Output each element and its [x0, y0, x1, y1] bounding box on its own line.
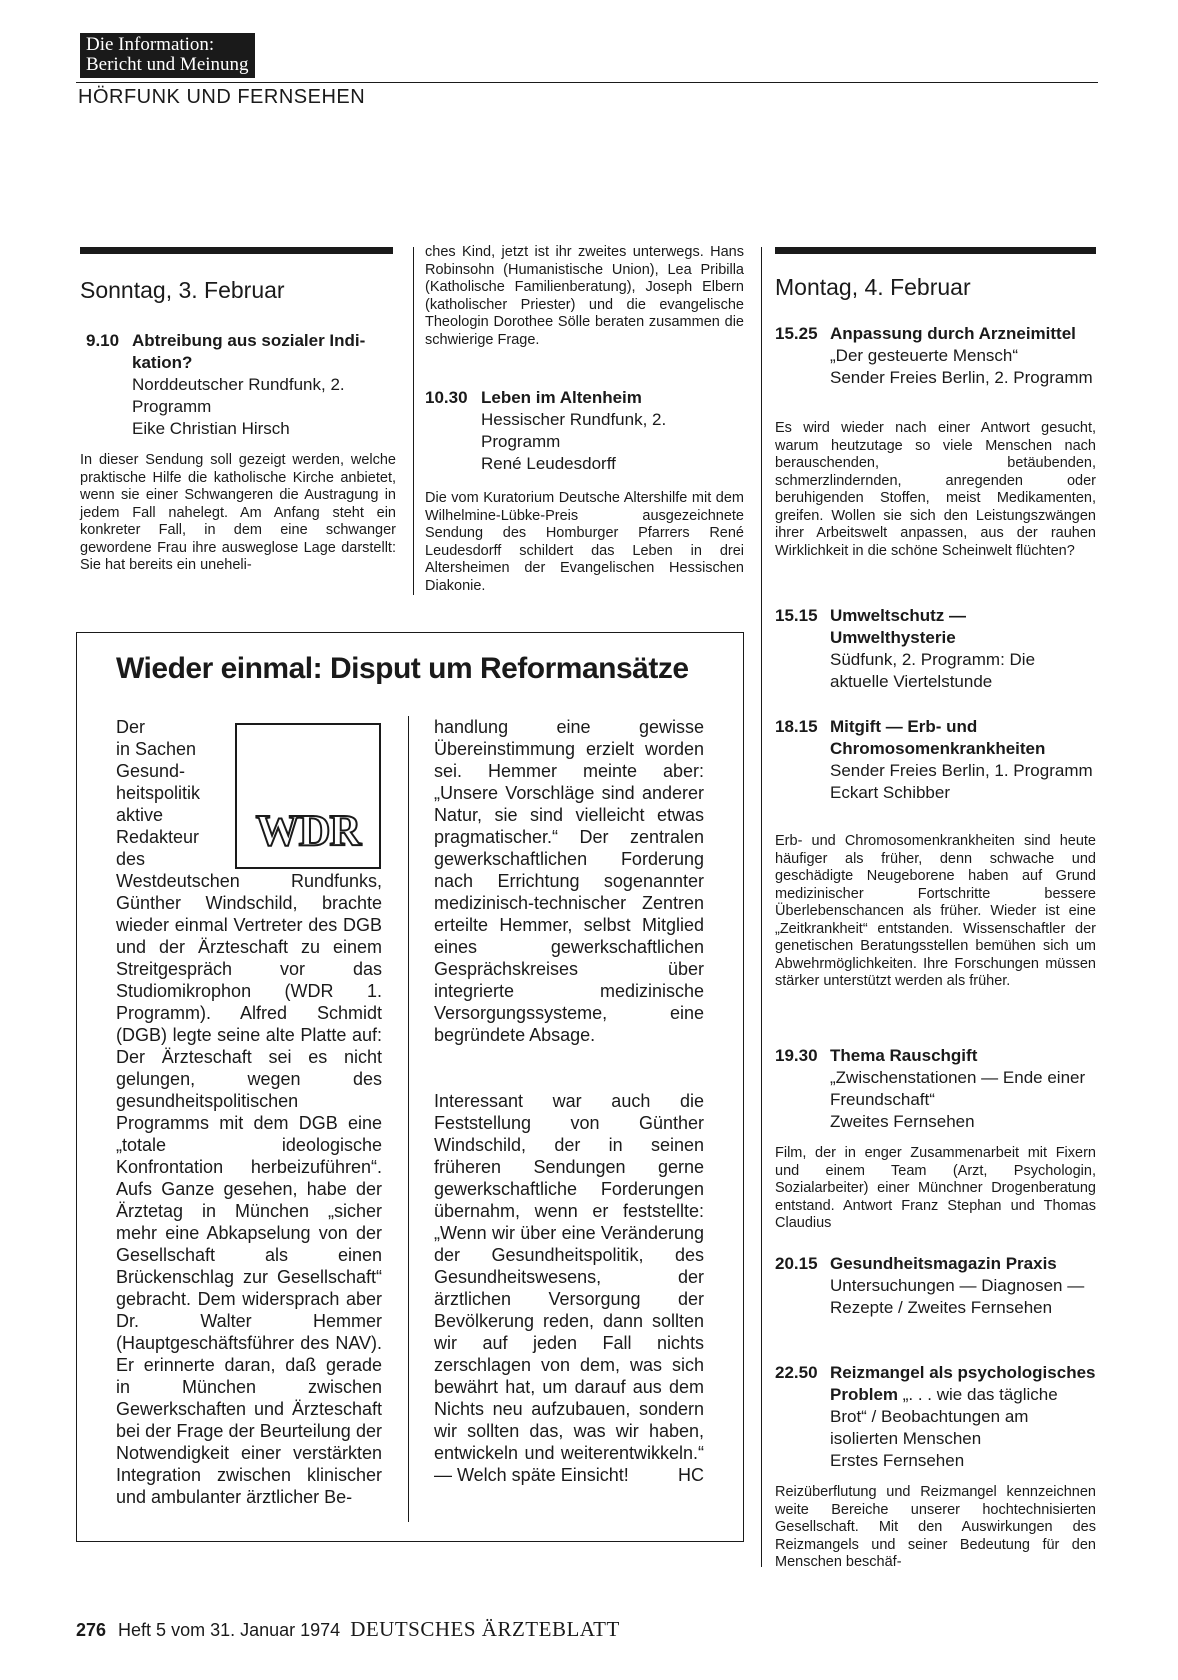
program-subtitle: „Zwischenstationen — Ende einer Freundschaft“	[830, 1068, 1086, 1109]
program-title: Abtreibung aus sozialer Indi- kation?	[132, 331, 366, 372]
program-channel: Erstes Fernsehen	[830, 1451, 965, 1470]
program-author: Eckart Schibber	[830, 783, 950, 802]
box-column-rule	[408, 716, 409, 1522]
program-channel: Hessischer Rundfunk, 2. Programm	[481, 410, 667, 451]
program-time: 18.15	[775, 717, 818, 736]
column-rule-2	[761, 247, 762, 1567]
program-monday-6	[775, 1362, 1096, 1472]
program-time: 10.30	[425, 388, 468, 407]
program-author: René Leudesdorff	[481, 454, 616, 473]
program-sunday-1-description: In dieser Sendung soll gezeigt werden, welche praktische Hilfe die katholische Kirche anbietet, wenn sie einer Schwangeren die Austragung in jedem Fall nahelegt. Am Anfang steht ein konkreter Fall, in dem eine schwanger gewordene Frau ihre ausweglose Lage darstellt: Sie hat bereits ein uneheli-	[80, 452, 396, 573]
section-title: HÖRFUNK UND FERNSEHEN	[78, 86, 366, 108]
program-time: 15.25	[775, 324, 818, 343]
intro-line: heitspolitik	[116, 783, 201, 803]
program-monday-3-description: Erb- und Chromosomenkrankheiten sind heute häufiger als früher, denn schwache und geschädigte Neugeborene haben auf Grund medizinischer Fortschritte bessere Überlebenschancen als früher. Wieder ist eine „Zeitkrankheit“ entstanden. Wissenschaftler der genetischen Beratungsstellen bemühen sich um Abwehrmöglichkeiten. Ihre Forschungen müssen stärker unterstützt werden als früher.	[775, 833, 1096, 989]
column-rule-1	[413, 247, 414, 595]
program-monday-6-description: Reizüberflutung und Reizmangel kennzeichnen weite Bereiche unserer hochtechnisierten Gesellschaft. Mit den Auswirkungen des Reizmangels und seiner Bedeutung für den Menschen beschäf-	[775, 1484, 1096, 1570]
page-number: 276	[76, 1620, 107, 1640]
program-channel: Südfunk, 2. Programm: Die aktuelle Viertelstunde	[830, 650, 1036, 691]
program-sunday-2-description: Die vom Kuratorium Deutsche Altershilfe mit dem Wilhelmine-Lübke-Preis ausgezeichnete Sendung des Homburger Pfarrers René Leudesdorff schildert das Leben in drei Altersheimen der Evangelischen Hessischen Diakonie.	[425, 490, 744, 594]
commentary-intro	[116, 716, 234, 870]
rubric-badge	[80, 33, 255, 78]
program-monday-4-description: Film, der in enger Zusammenarbeit mit Fixern und einem Team (Arzt, Psychologin, Sozialarbeiter) einer Münchner Drogenberatung entstand. Antwort Franz Stephan und Thomas Claudius	[775, 1145, 1096, 1231]
program-title: Thema Rauschgift	[830, 1046, 978, 1065]
intro-line: des	[116, 849, 146, 869]
program-time: 15.15	[775, 606, 818, 625]
wdr-logo-text: WDR	[255, 806, 361, 855]
sunday-bar	[80, 247, 393, 254]
program-title: Leben im Altenheim	[481, 388, 642, 407]
program-title: Anpassung durch Arzneimittel	[830, 324, 1076, 343]
intro-line: Gesund-	[116, 761, 186, 781]
program-title: Reizmangel als psychologisches Problem	[830, 1363, 1096, 1404]
program-monday-5	[775, 1253, 1096, 1319]
program-channel: Sender Freies Berlin, 2. Programm	[830, 368, 1093, 387]
header-rule	[76, 82, 1098, 83]
intro-line: in Sachen	[116, 739, 197, 759]
page-footer	[76, 1617, 620, 1642]
program-title: Mitgift — Erb- und Chromosomenkrankheiten	[830, 717, 1046, 758]
program-title: Umweltschutz — Umwelthysterie	[830, 606, 967, 647]
program-monday-3	[775, 716, 1096, 804]
program-subtitle: „Der gesteuerte Mensch“	[830, 346, 1019, 365]
program-time: 20.15	[775, 1254, 818, 1273]
program-author: Eike Christian Hirsch	[132, 419, 290, 438]
rubric-line-2: Bericht und Meinung	[86, 54, 249, 75]
program-monday-1-description: Es wird wieder nach einer Antwort gesucht, warum heutzutage so viele Menschen nach berauschenden, betäubenden, schmerzlindernden, anregenden oder beruhigenden Stoffen, meist Medikamenten, greifen. Wollen sie sich den Leistungszwängen ihrer Arbeitswelt anpassen, aus der rauhen Wirklichkeit in die schöne Scheinwelt flüchten?	[775, 420, 1096, 559]
program-channel: Untersuchungen — Diagnosen — Rezepte / Zweites Fernsehen	[830, 1276, 1085, 1317]
magazine-name: DEUTSCHES ÄRZTEBLATT	[350, 1617, 620, 1641]
commentary-signature: HC	[678, 1465, 704, 1485]
intro-line: Redakteur	[116, 827, 200, 847]
intro-line: aktive	[116, 805, 164, 825]
sunday-heading: Sonntag, 3. Februar	[80, 277, 285, 303]
program-channel: Zweites Fernsehen	[830, 1112, 975, 1131]
program-channel: Sender Freies Berlin, 1. Programm	[830, 761, 1093, 780]
rubric-line-1: Die Information:	[86, 34, 215, 55]
program-subtitle: „. . . wie das tägliche Brot“ / Beobachtungen am isolierten Menschen	[830, 1385, 1058, 1448]
program-monday-4	[775, 1045, 1096, 1133]
program-sunday-1	[86, 330, 396, 440]
monday-bar	[775, 247, 1096, 254]
program-sunday-1-description-continued: ches Kind, jetzt ist ihr zweites unterwegs. Hans Robinsohn (Humanistische Union), Lea Pribilla (Katholische Familienberatung), Joseph Elbern (katholischer Priester) und die evangelische Theologin Dorothee Sölle beraten zusammen die schwierige Frage.	[425, 244, 744, 348]
commentary-column-2-p2	[434, 1090, 704, 1486]
issue-info: Heft 5 vom 31. Januar 1974	[118, 1620, 341, 1640]
commentary-column-2-p1: handlung eine gewisse Übereinstimmung erzielt worden sei. Hemmer meinte aber: „Unsere Vorschläge sind anderer Natur, sie sind vielleicht etwas pragmatischer.“ Der zentralen gewerkschaftlichen Forderung nach Errichtung sogenannter medizinisch-technischer Zentren erteilte Hemmer, selbst Mitglied eines gewerkschaftlichen Gesprächskreises über integrierte medizinische Versorgungssysteme, eine begründete Absage.	[434, 717, 704, 1045]
program-time: 19.30	[775, 1046, 818, 1065]
program-time: 9.10	[86, 331, 120, 350]
program-time: 22.50	[775, 1363, 818, 1382]
program-monday-2	[775, 605, 1096, 693]
program-channel: Norddeutscher Rundfunk, 2. Programm	[132, 375, 345, 416]
program-monday-1	[775, 323, 1096, 389]
commentary-title: Wieder einmal: Disput um Reformansätze	[116, 652, 689, 685]
commentary-paragraph: Interessant war auch die Feststellung von Günther Windschild, der in seinen früheren Sendungen gerne gewerkschaftliche Forderungen übernahm, wenn er feststellte: „Wenn wir über eine Veränderung der Gesundheitspolitik, des Gesundheitswesens, der ärztlichen Versorgung der Bevölkerung reden, dann sollten wir auf jeden Fall nichts zerschlagen von dem, was sich bewährt hat, um darauf aus dem Nichts neu aufzubauen, sondern wir sollten das, was wir haben, entwickeln und weiterentwikkeln.“ — Welch späte Einsicht!	[434, 1091, 704, 1485]
intro-line: Der	[116, 717, 146, 737]
wdr-logo	[235, 723, 381, 869]
program-title: Gesundheitsmagazin Praxis	[830, 1254, 1057, 1273]
commentary-column-1: Westdeutschen Rundfunks, Günther Windschild, brachte wieder einmal Vertreter des DGB und der Ärzteschaft zu einem Streitgespräch vor das Studiomikrophon (WDR 1. Programm). Alfred Schmidt (DGB) legte seine alte Platte auf: Der Ärzteschaft sei es nicht gelungen, wegen des gesundheitspolitischen Programms mit dem DGB eine „totale ideologische Konfrontation herbeizuführen“. Aufs Ganze gesehen, habe der Ärztetag in München „sicher mehr eine Abkapselung von der Gesellschaft als einen Brückenschlag zur Gesellschaft“ gebracht. Dem widersprach aber Dr. Walter Hemmer (Hauptgeschäftsführer des NAV). Er erinnerte daran, daß gerade in München zwischen Gewerkschaften und Ärzteschaft bei der Frage der Beurteilung der Notwendigkeit einer verstärkten Integration zwischen klinischer und ambulanter ärztlicher Be-	[116, 871, 382, 1507]
program-sunday-2	[425, 387, 744, 475]
monday-heading: Montag, 4. Februar	[775, 274, 971, 300]
